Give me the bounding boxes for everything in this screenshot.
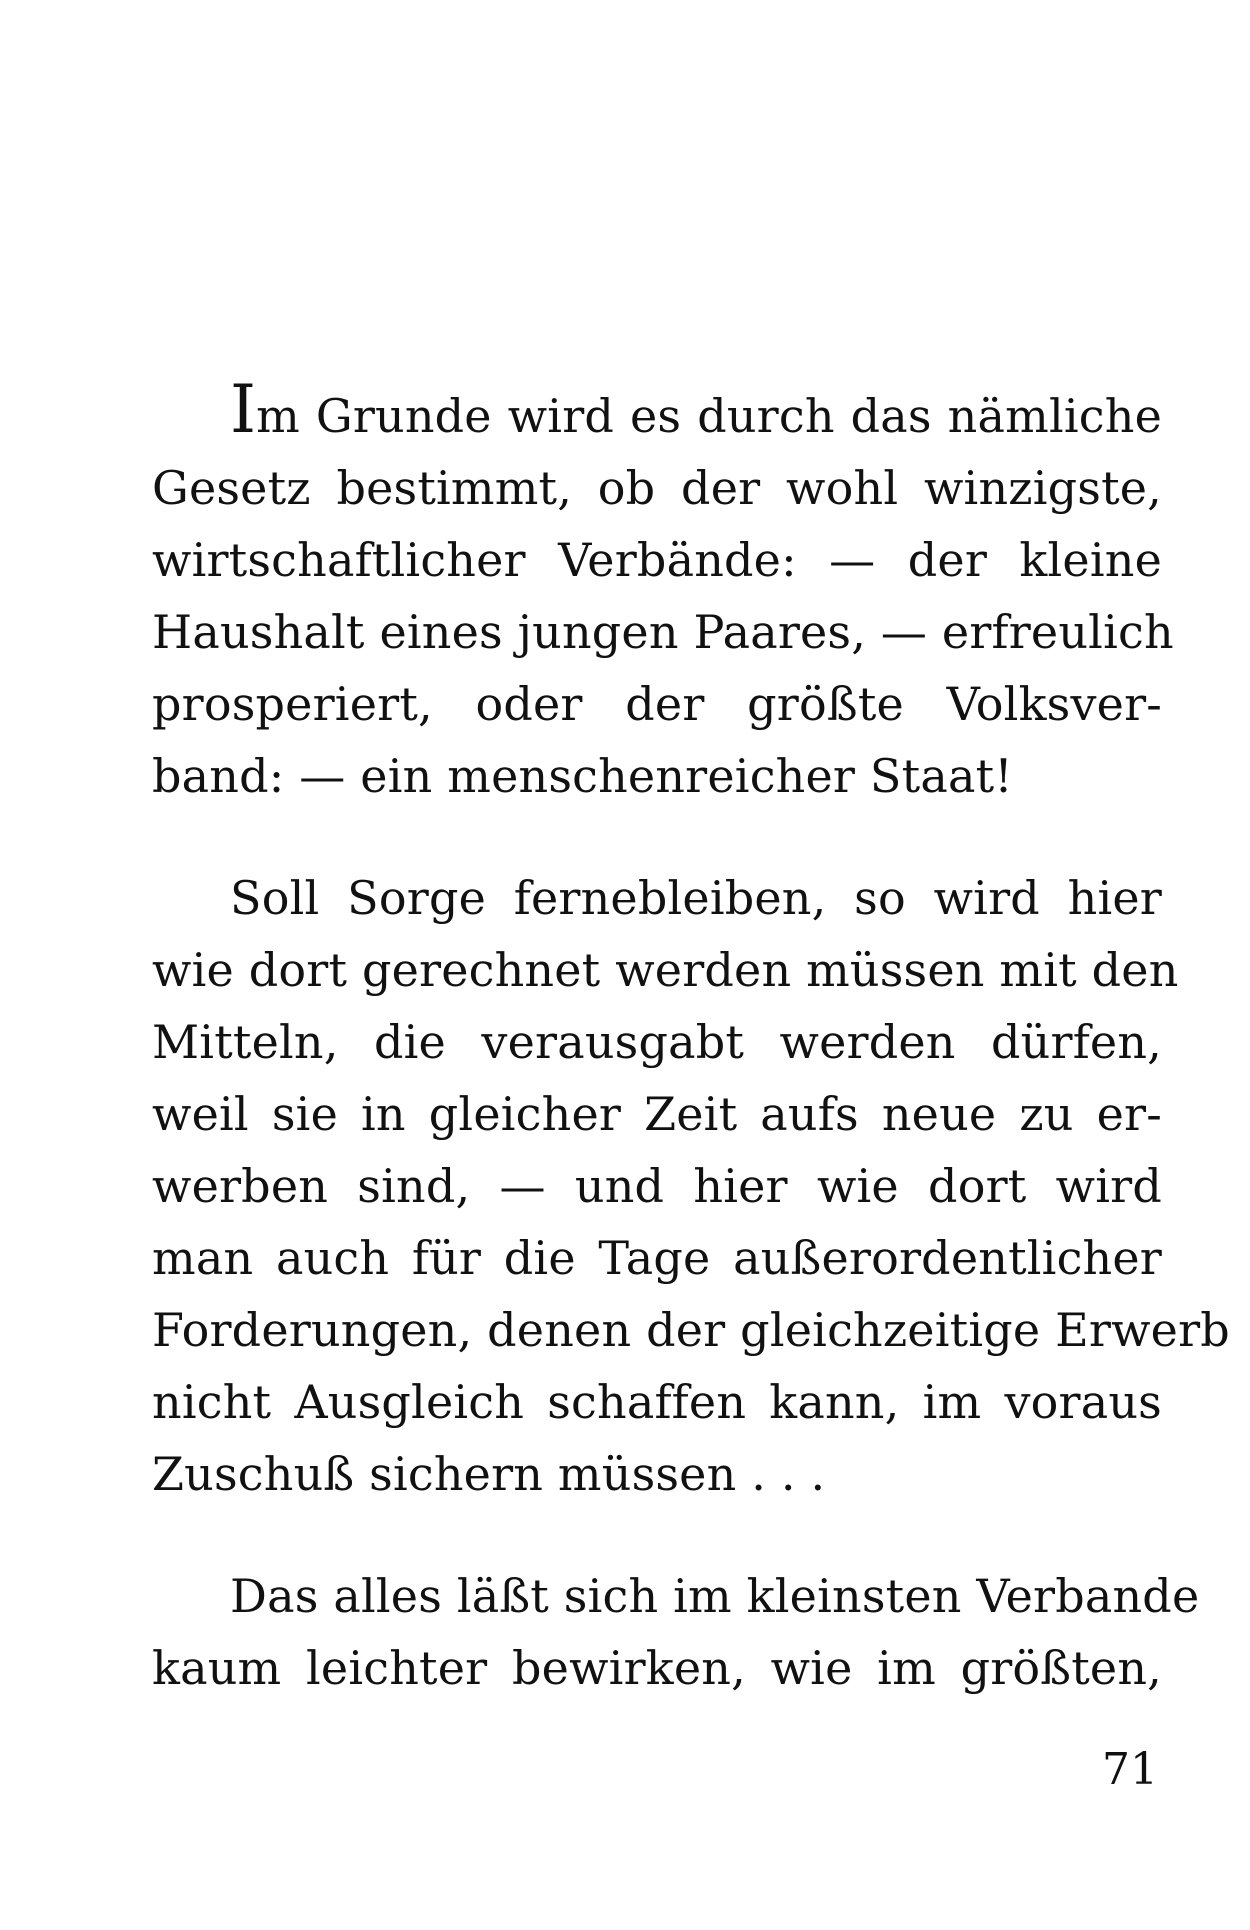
drop-cap: I: [230, 371, 257, 448]
text-line: wirtschaftlicher Verbände: — der kleine: [152, 533, 1162, 587]
text-line: Gesetz bestimmt, ob der wohl winzigste,: [152, 461, 1162, 515]
text-line: werben sind, — und hier wie dort wird: [152, 1159, 1162, 1213]
paragraph-3: [152, 1560, 1200, 1704]
text-line: kaum leichter bewirken, wie im größten,: [152, 1641, 1162, 1695]
text-line: prosperiert, oder der größte Volksver-: [152, 677, 1162, 731]
text-line: Das alles läßt sich im kleinsten Verbande: [230, 1569, 1200, 1623]
text-line: Haushalt eines jungen Paares, — erfreulich: [152, 605, 1174, 659]
text-line: nicht Ausgleich schaffen kann, im voraus: [152, 1375, 1162, 1429]
text-line: Mitteln, die verausgabt werden dürfen,: [152, 1015, 1162, 1069]
page-number: 71: [1102, 1744, 1158, 1795]
text-line: Soll Sorge fernebleiben, so wird hier: [230, 871, 1162, 925]
text-line: Forderungen, denen der gleichzeitige Erwerb: [152, 1303, 1230, 1357]
text-line: Im Grunde wird es durch das nämliche: [230, 371, 1162, 448]
paragraph-1: [152, 371, 1174, 812]
text-line: Zuschuß sichern müssen . . .: [152, 1447, 826, 1501]
text-line: wie dort gerechnet werden müssen mit den: [152, 943, 1179, 997]
text-line: band: — ein menschenreicher Staat!: [152, 749, 1013, 803]
paragraph-2: [152, 862, 1230, 1510]
text-line: man auch für die Tage außerordentlicher: [152, 1231, 1162, 1285]
text-line: weil sie in gleicher Zeit aufs neue zu er-: [152, 1087, 1162, 1141]
